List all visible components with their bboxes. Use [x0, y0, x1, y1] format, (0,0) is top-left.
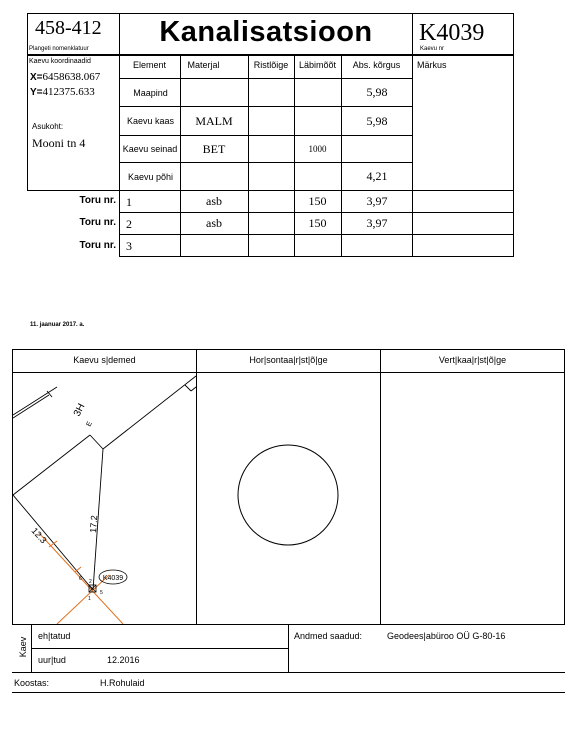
address-caption: Asukoht: [32, 122, 64, 131]
x-label: X= [30, 72, 43, 83]
building-edge [13, 387, 57, 415]
row-element: Kaevu kaas [126, 116, 175, 126]
pipe-number: 2 [126, 217, 132, 231]
point-label: 5 [100, 590, 103, 596]
pipe-label: Toru nr. [79, 217, 116, 228]
pipe-diameter: 150 [308, 194, 327, 208]
row-height: 5,98 [366, 85, 388, 99]
x-coordinate [30, 71, 100, 83]
col-cross-section: Ristlõige [253, 60, 289, 70]
sheet-caption: Plangeti nomenklatuur [29, 46, 89, 52]
building-label: 3H [71, 401, 88, 419]
pipe-height: 3,97 [366, 216, 388, 230]
well-number: K4039 [419, 20, 485, 46]
dimension-label: 12.3 [29, 525, 49, 546]
footer-side-label: Kaev [18, 636, 28, 658]
row-material: BET [202, 141, 226, 156]
building-edge [90, 435, 103, 449]
pipe-diameter: 150 [308, 216, 327, 230]
row-element: Kaevu põhi [127, 171, 174, 182]
col-material: Materjal [187, 60, 220, 70]
pipe-material: asb [206, 216, 222, 230]
col-height: Abs. kõrgus [352, 60, 401, 70]
pipe-label: Toru nr. [79, 195, 116, 206]
row-diameter: 1000 [308, 144, 327, 154]
page-title: Kanalisatsioon [159, 16, 373, 48]
author-value: H.Rohulaid [100, 678, 145, 688]
row-height: 4,21 [366, 169, 388, 183]
well-sketch [13, 373, 196, 624]
document-date: 11. jaanuar 2017. a. [30, 322, 85, 328]
source-label: Andmed saadud: [294, 631, 363, 641]
row-height: 5,98 [366, 113, 388, 128]
dimension-label: 17.2 [88, 514, 100, 534]
coords-caption: Kaevu koordinaadid [29, 58, 91, 65]
author-label: Koostas: [14, 678, 50, 688]
building-edge [13, 395, 49, 418]
row-material: MALM [195, 113, 233, 128]
pipe-material: asb [206, 194, 222, 208]
header-table [0, 0, 577, 270]
pipe-number: 3 [126, 239, 132, 253]
well-circle [238, 445, 338, 545]
col-element: Element [132, 60, 167, 70]
well-label: K4039 [102, 575, 124, 582]
pipe-label: Toru nr. [79, 240, 116, 251]
built-label: eh|tatud [38, 631, 71, 641]
building-edge [191, 387, 196, 391]
x-value: 6458638.067 [42, 71, 101, 83]
point-label: 2 [89, 579, 92, 585]
row-element: Kaevu seinad [122, 144, 178, 154]
col-note: Märkus [417, 60, 447, 70]
source-value: Geodees|abüroo OÜ G-80-16 [387, 631, 506, 641]
point-label: 6 [79, 576, 82, 582]
pipe-height: 3,97 [366, 194, 388, 208]
sheet-number: 458-412 [35, 17, 102, 39]
horizontal-section [197, 373, 380, 624]
surveyed-label: uur|tud [38, 655, 66, 665]
panel-title-sketch: Kaevu s|demed [73, 355, 136, 365]
row-element: Maapind [133, 87, 168, 98]
building-sublabel: E [85, 420, 94, 428]
point-label: 1 [88, 596, 91, 602]
building-edge [13, 435, 90, 495]
y-label: Y= [30, 87, 43, 98]
pipe-line [57, 575, 109, 624]
col-diameter: Läbimõõt [298, 60, 337, 70]
y-coordinate [30, 86, 95, 98]
well-caption: Kaevu nr [420, 46, 445, 52]
panel-title-horizontal: Hor|sontaa|r|st|õ|ge [249, 355, 328, 365]
building-edge [103, 376, 196, 449]
building-edge [185, 385, 191, 391]
panel-title-vertical: Vert|kaa|r|st|õ|ge [438, 355, 507, 365]
surveyed-date: 12.2016 [107, 655, 140, 665]
pipe-number: 1 [126, 195, 132, 209]
y-value: 412375.633 [42, 86, 95, 98]
address: Mooni tn 4 [32, 136, 86, 150]
